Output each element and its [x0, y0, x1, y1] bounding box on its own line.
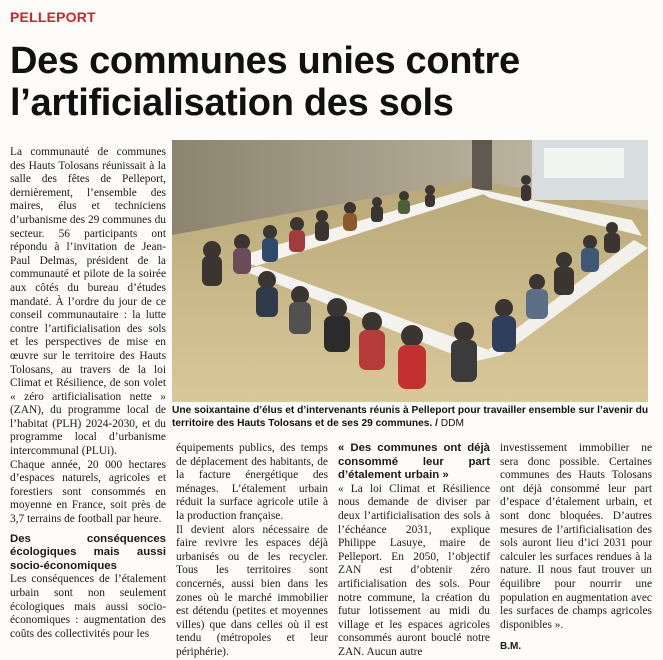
article-photo [172, 140, 648, 402]
headline: Des communes unies contre l’artificialisation des sols [10, 40, 520, 124]
paragraph: investissement immobilier ne sera donc possible. Certaines communes des Hauts Tolosans ont déjà consommé leur part d’espace d’étalement urbain, et sont donc bloquées. D’autres mesures de l’artificialisation des sols auront lieu d’ici 2031 pour calculer les surfaces rendues à la nature. Il nous faut trouver un équilibre pour nourrir une population en augmentation avec les surfaces de champs agricoles disponibles ». [500, 442, 652, 631]
paragraph: Il devient alors nécessaire de faire revivre les espaces déjà urbanisés ou de les recycler. Tous les territoires sont concernés, aussi bien dans les zones où le marché immobilier est détendu (petites et moyennes villes) que dans celles où il est tendu (métropoles et leur périphérie). [176, 523, 328, 658]
paragraph: Les conséquences de l’étalement urbain sont non seulement écologiques mais aussi socio-économiques : augmentation des coûts des collectivités pour les [10, 573, 166, 640]
subheading: Des conséquences écologiques mais aussi socio-économiques [10, 532, 166, 572]
paragraph: « La loi Climat et Résilience nous demande de diviser par deux l’artificialisation des sols à l’échéance 2031, explique Philippe Lasuye, maire de Pelleport. En 2050, l’objectif ZAN est d’obtenir zéro artificialisation des sols. Pour notre commune, la création du futur lotissement au midi du village et les espaces agricoles consommés auront bouclé notre ZAN. Aucun autre [338, 482, 490, 658]
subheading: « Des communes ont déjà consommé leur part d’étalement urbain » [338, 442, 490, 482]
column-1 [10, 146, 166, 641]
paragraph: Chaque année, 20 000 hectares d’espaces naturels, agricoles et forestiers sont consommés en moyenne en France, soit près de 3,7 terrains de football par heure. [10, 458, 166, 526]
signature: B.M. [500, 641, 522, 653]
column-4 [500, 442, 652, 654]
column-2 [176, 442, 328, 660]
photo-credit: DDM [440, 417, 464, 429]
photo-caption [172, 405, 652, 430]
section-kicker: PELLEPORT [10, 9, 96, 25]
paragraph: équipements publics, des temps de déplacement des habitants, de la facture énergétique des ménages. L’étalement urbain réduit la surface agricole utile à la production française. [176, 442, 328, 522]
column-3 [338, 442, 490, 660]
paragraph: La communauté de communes des Hauts Tolosans réunissait à la salle des fêtes de Pelleport, dernièrement, l’ensemble des maires, élus et techniciens d’urbanisme des 29 communes du secteur. 56 participants ont répondu à l’invitation de Jean-Paul Delmas, président de la communauté et pilote de la soirée aux côtés du bureau d’études mandaté. À l’ordre du jour de ce conseil communautaire : la lutte contre l’artificialisation des sols et les perspectives de mise en œuvre sur le territoire des Hauts Tolosans, au travers de la loi Climat et Résilience, de son volet « zéro artificialisation nette » (ZAN), du programme local de l’habitat (PLH) 2024-2030, et du programme local d’urbanisme intercommunal (PLUi). [10, 146, 166, 458]
caption-text: Une soixantaine d’élus et d’intervenants réunis à Pelleport pour travailler ensemble sur l’avenir du territoire des Hauts Tolosans et de ses 29 communes. / [172, 405, 649, 429]
